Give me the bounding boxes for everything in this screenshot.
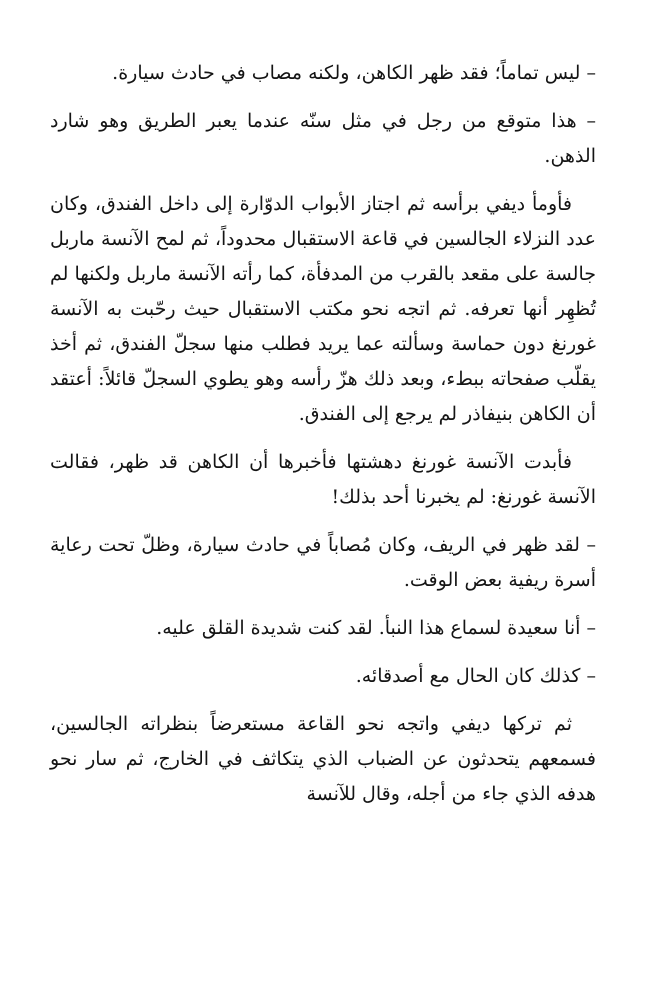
narrative-paragraph: ثم تركها ديفي واتجه نحو القاعة مستعرضاً بنظراته الجالسين، فسمعهم يتحدثون عن الضباب الذي يتكاثف في الخارج، ثم سار نحو هدفه الذي جاء من أجله، وقال للآنسة <box>50 713 596 805</box>
dialogue-line: – هذا متوقع من رجل في مثل سنّه عندما يعبر الطريق وهو شارد الذهن. <box>50 110 596 167</box>
narrative-paragraph: فأومأ ديفي برأسه ثم اجتاز الأبواب الدوّارة إلى داخل الفندق، وكان عدد النزلاء الجالسين في قاعة الاستقبال محدوداً، ثم لمح الآنسة ماربل جالسة على مقعد بالقرب من المدفأة، كما رأته الآنسة ماربل ولكنها لم تُظهِر أنها تعرفه. ثم اتجه نحو مكتب الاستقبال حيث رحّبت به الآنسة غورنغ دون حماسة وسألته عما يريد فطلب منها سجلّ الفندق، ثم أخذ يقلّب صفحاته ببطء، وبعد ذلك هزّ رأسه وهو يطوي السجلّ قائلاً: أعتقد أن الكاهن بنيفاذر لم يرجع إلى الفندق. <box>50 193 596 425</box>
dialogue-line: – أنا سعيدة لسماع هذا النبأ. لقد كنت شديدة القلق عليه. <box>156 617 596 639</box>
dialogue-line: – كذلك كان الحال مع أصدقائه. <box>355 665 596 687</box>
narrative-paragraph: فأبدت الآنسة غورنغ دهشتها فأخبرها أن الكاهن قد ظهر، فقالت الآنسة غورنغ: لم يخبرنا أحد بذلك! <box>50 451 596 508</box>
dialogue-line: – ليس تماماً؛ فقد ظهر الكاهن، ولكنه مصاب في حادث سيارة. <box>112 62 596 84</box>
dialogue-line: – لقد ظهر في الريف، وكان مُصاباً في حادث سيارة، وظلّ تحت رعاية أسرة ريفية بعض الوقت. <box>50 534 596 591</box>
book-page-text <box>50 56 596 825</box>
